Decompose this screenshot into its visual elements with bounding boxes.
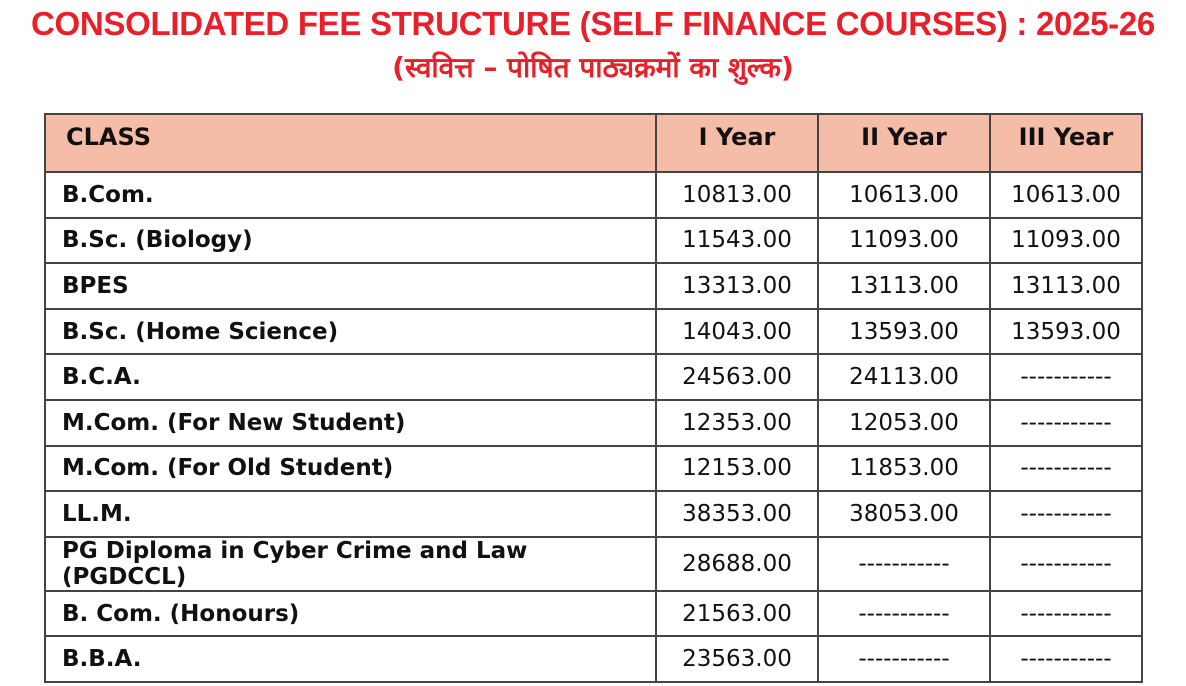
year-3-fee-cell: ----------- (990, 636, 1142, 682)
year-2-fee-cell: 12053.00 (818, 400, 990, 446)
page-subtitle-hindi: (स्ववित्त – पोषित पाठ्यक्रमों का शुल्क) (392, 51, 794, 84)
class-name-cell: LL.M. (45, 491, 656, 537)
table-row (45, 354, 1142, 400)
year-3-fee-cell: ----------- (990, 591, 1142, 637)
year-2-fee-cell: 11853.00 (818, 446, 990, 492)
class-name-cell: B.Com. (45, 172, 656, 218)
year-1-fee-cell: 14043.00 (656, 309, 818, 355)
column-header-year-1: I Year (656, 114, 818, 172)
class-name-cell: B. Com. (Honours) (45, 591, 656, 637)
table-row (45, 263, 1142, 309)
table-row (45, 218, 1142, 264)
year-2-fee-cell: ----------- (818, 636, 990, 682)
year-3-fee-cell: ----------- (990, 400, 1142, 446)
class-name-cell: B.Sc. (Home Science) (45, 309, 656, 355)
year-2-fee-cell: 24113.00 (818, 354, 990, 400)
year-1-fee-cell: 12153.00 (656, 446, 818, 492)
year-1-fee-cell: 38353.00 (656, 491, 818, 537)
table-row (45, 446, 1142, 492)
year-3-fee-cell: 11093.00 (990, 218, 1142, 264)
column-header-year-2: II Year (818, 114, 990, 172)
table-row (45, 591, 1142, 637)
table-row (45, 491, 1142, 537)
year-1-fee-cell: 24563.00 (656, 354, 818, 400)
year-1-fee-cell: 10813.00 (656, 172, 818, 218)
fee-table-body (45, 172, 1142, 682)
year-2-fee-cell: ----------- (818, 591, 990, 637)
year-1-fee-cell: 23563.00 (656, 636, 818, 682)
table-row (45, 537, 1142, 591)
year-3-fee-cell: ----------- (990, 354, 1142, 400)
table-header-row (45, 114, 1142, 172)
class-name-cell: PG Diploma in Cyber Crime and Law (PGDCCL) (45, 537, 656, 591)
year-2-fee-cell: 13113.00 (818, 263, 990, 309)
fee-table (44, 113, 1143, 683)
column-header-class: CLASS (45, 114, 656, 172)
class-name-cell: B.C.A. (45, 354, 656, 400)
class-name-cell: BPES (45, 263, 656, 309)
table-row (45, 172, 1142, 218)
year-3-fee-cell: ----------- (990, 446, 1142, 492)
year-1-fee-cell: 11543.00 (656, 218, 818, 264)
table-row (45, 400, 1142, 446)
year-1-fee-cell: 12353.00 (656, 400, 818, 446)
year-2-fee-cell: 13593.00 (818, 309, 990, 355)
year-2-fee-cell: 10613.00 (818, 172, 990, 218)
class-name-cell: M.Com. (For Old Student) (45, 446, 656, 492)
class-name-cell: M.Com. (For New Student) (45, 400, 656, 446)
table-row (45, 309, 1142, 355)
year-1-fee-cell: 13313.00 (656, 263, 818, 309)
table-row (45, 636, 1142, 682)
year-3-fee-cell: ----------- (990, 537, 1142, 591)
year-2-fee-cell: 11093.00 (818, 218, 990, 264)
year-1-fee-cell: 21563.00 (656, 591, 818, 637)
year-3-fee-cell: 10613.00 (990, 172, 1142, 218)
year-1-fee-cell: 28688.00 (656, 537, 818, 591)
year-3-fee-cell: 13593.00 (990, 309, 1142, 355)
year-2-fee-cell: 38053.00 (818, 491, 990, 537)
page-title: CONSOLIDATED FEE STRUCTURE (SELF FINANCE COURSES) : 2025-26 (31, 5, 1155, 42)
year-2-fee-cell: ----------- (818, 537, 990, 591)
class-name-cell: B.B.A. (45, 636, 656, 682)
column-header-year-3: III Year (990, 114, 1142, 172)
year-3-fee-cell: ----------- (990, 491, 1142, 537)
year-3-fee-cell: 13113.00 (990, 263, 1142, 309)
class-name-cell: B.Sc. (Biology) (45, 218, 656, 264)
